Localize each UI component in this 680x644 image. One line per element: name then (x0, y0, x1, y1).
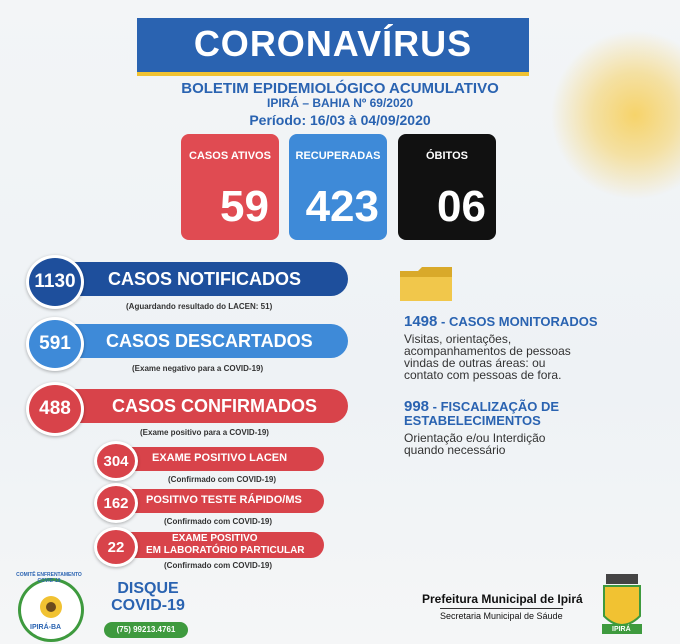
active-cases-card (181, 134, 279, 240)
monitored-desc-3: vindas de outras áreas: ou (404, 356, 546, 370)
card-value: 423 (305, 182, 379, 231)
confirmed-label: CASOS CONFIRMADOS (112, 396, 318, 416)
notified-count: 1130 (26, 255, 84, 309)
inspection-label-line2: ESTABELECIMENTOS (404, 413, 541, 428)
discarded-label: CASOS DESCARTADOS (106, 331, 313, 351)
committee-city: IPIRÁ-BA (30, 624, 62, 631)
rapid-note: (Confirmado com COVID-19) (164, 517, 273, 526)
card-label: ÓBITOS (426, 150, 468, 162)
lacen-count: 304 (94, 441, 138, 481)
private-lab-count: 22 (94, 527, 138, 567)
lacen-label: EXAME POSITIVO LACEN (152, 452, 288, 464)
rapid-count: 162 (94, 483, 138, 523)
hotline-phone: (75) 99213.4761 (104, 622, 188, 638)
bulletin-title: BOLETIM EPIDEMIOLÓGICO ACUMULATIVO (181, 80, 499, 97)
rapid-label: POSITIVO TESTE RÁPIDO/MS (146, 494, 302, 506)
confirmed-count: 488 (26, 382, 84, 436)
inspection-desc-2: quando necessário (404, 443, 506, 457)
prefeitura-name: Prefeitura Municipal de Ipirá (422, 592, 583, 606)
inspection-desc-1: Orientação e/ou Interdição (404, 431, 546, 445)
private-lab-label-line2: EM LABORATÓRIO PARTICULAR (146, 545, 305, 556)
folder-icon (398, 265, 454, 303)
discarded-note: (Exame negativo para a COVID-19) (132, 364, 264, 373)
monitored-desc-1: Visitas, orientações, (404, 332, 512, 346)
deaths-card (398, 134, 496, 240)
hotline-line1: DISQUE (117, 580, 179, 597)
page-title: CORONAVÍRUS (193, 23, 473, 64)
inspection-count: 998 (404, 398, 430, 415)
card-value: 06 (437, 182, 486, 231)
bulletin-location: IPIRÁ – BAHIA Nº 69/2020 (267, 96, 413, 110)
card-label: RECUPERADAS (295, 150, 381, 162)
notified-note: (Aguardando resultado do LACEN: 51) (126, 302, 273, 311)
notified-label: CASOS NOTIFICADOS (108, 269, 302, 289)
shield-label: IPIRÁ (612, 626, 631, 633)
secretaria-name: Secretaria Municipal de Sáude (440, 608, 563, 621)
monitored-count: 1498 (404, 313, 438, 330)
monitored-desc-2: acompanhamentos de pessoas (404, 344, 571, 358)
confirmed-note: (Exame positivo para a COVID-19) (140, 428, 269, 437)
monitored-desc-4: contato com pessoas de fora. (404, 368, 562, 382)
private-lab-label-line1: EXAME POSITIVO (172, 533, 258, 544)
title-banner (137, 18, 529, 76)
hotline-line2: COVID-19 (111, 597, 185, 614)
recovered-card (289, 134, 387, 240)
private-lab-note: (Confirmado com COVID-19) (164, 561, 273, 570)
monitored-label: - CASOS MONITORADOS (441, 314, 598, 329)
discarded-count: 591 (26, 317, 84, 371)
hotline-title (100, 580, 196, 614)
committee-logo (18, 578, 84, 642)
monitored-heading (404, 313, 598, 330)
committee-title: COMITÊ ENFRENTAMENTO COVID-19 (16, 572, 82, 584)
lacen-note: (Confirmado com COVID-19) (168, 475, 277, 484)
card-value: 59 (220, 182, 269, 231)
bulletin-period: Período: 16/03 à 04/09/2020 (249, 112, 431, 128)
card-label: CASOS ATIVOS (189, 150, 271, 162)
inspection-label: - FISCALIZAÇÃO DE (432, 399, 560, 414)
